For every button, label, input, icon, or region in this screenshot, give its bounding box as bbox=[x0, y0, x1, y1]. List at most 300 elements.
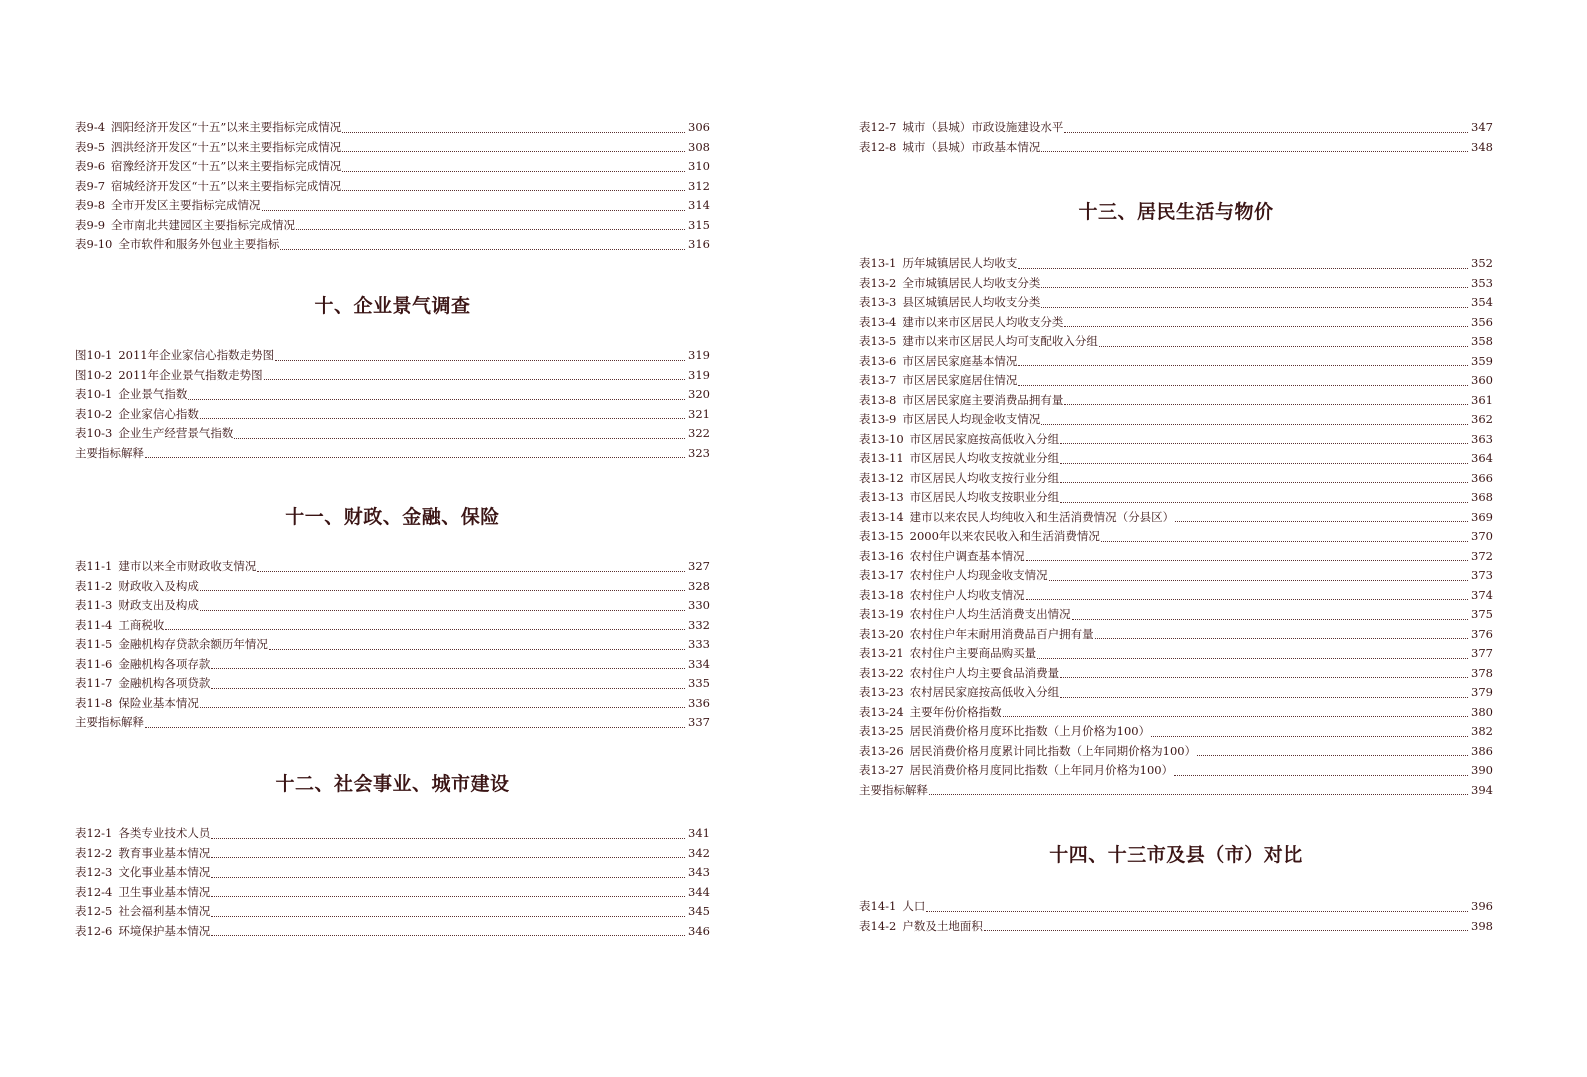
toc-entry-page-number: 368 bbox=[1471, 490, 1493, 504]
toc-entry-page-number: 348 bbox=[1471, 139, 1493, 154]
toc-entry[interactable] bbox=[859, 742, 1493, 762]
toc-entry[interactable] bbox=[75, 346, 710, 366]
toc-entry-title: 2011年企业景气指数走势图 bbox=[118, 367, 263, 382]
dot-leader bbox=[342, 190, 685, 191]
toc-entry-title: 工商税收 bbox=[118, 617, 165, 632]
toc-entry[interactable] bbox=[859, 430, 1493, 450]
toc-entry-page-number: 312 bbox=[688, 178, 710, 193]
toc-entry[interactable] bbox=[859, 449, 1493, 469]
toc-entry-title: 卫生事业基本情况 bbox=[118, 884, 211, 899]
toc-entry[interactable] bbox=[859, 644, 1493, 664]
toc-entry[interactable] bbox=[859, 254, 1493, 274]
toc-entry-code: 表12-2 bbox=[75, 845, 113, 860]
toc-entry-code: 表11-3 bbox=[75, 598, 113, 612]
toc-entry-code: 表13-19 bbox=[859, 607, 904, 621]
toc-entry-page-number: 319 bbox=[688, 367, 710, 382]
toc-entry-code: 表13-21 bbox=[859, 646, 904, 660]
toc-entry-page-number: 333 bbox=[688, 637, 710, 651]
dot-leader bbox=[342, 132, 685, 133]
toc-entry[interactable] bbox=[75, 577, 710, 597]
toc-entry-title: 城市（县城）市政设施建设水平 bbox=[902, 120, 1064, 134]
toc-entry-page-number: 375 bbox=[1471, 607, 1493, 621]
dot-leader bbox=[1041, 151, 1468, 152]
toc-entry-code: 表13-4 bbox=[859, 314, 897, 329]
dot-leader bbox=[984, 930, 1468, 931]
toc-entry[interactable] bbox=[75, 922, 710, 942]
toc-entry-code: 表9-4 bbox=[75, 120, 106, 134]
left-page bbox=[0, 0, 793, 1077]
toc-entry-title: 农村住户调查基本情况 bbox=[909, 548, 1025, 563]
dot-leader bbox=[1041, 424, 1468, 425]
toc-entry-code: 表13-18 bbox=[859, 587, 904, 602]
toc-entry-page-number: 356 bbox=[1471, 314, 1493, 329]
toc-entry-code: 表13-27 bbox=[859, 763, 904, 777]
toc-entry-page-number: 315 bbox=[688, 217, 710, 232]
toc-entry[interactable] bbox=[859, 664, 1493, 684]
toc-entry-title: 主要指标解释 bbox=[75, 445, 144, 460]
dot-leader bbox=[296, 229, 685, 230]
dot-leader bbox=[929, 794, 1468, 795]
toc-entry[interactable] bbox=[75, 118, 710, 138]
toc-entry[interactable] bbox=[859, 605, 1493, 625]
toc-entry-code: 表13-22 bbox=[859, 665, 904, 680]
toc-entry-title: 市区居民家庭按高低收入分组 bbox=[909, 431, 1060, 446]
toc-entry[interactable] bbox=[859, 781, 1493, 801]
dot-leader bbox=[1060, 677, 1468, 678]
toc-entry[interactable] bbox=[859, 352, 1493, 372]
toc-entry-page-number: 308 bbox=[688, 139, 710, 154]
dot-leader bbox=[1060, 482, 1468, 483]
toc-entry-code: 表9-5 bbox=[75, 139, 106, 154]
toc-entry-page-number: 345 bbox=[688, 904, 710, 918]
toc-entry-page-number: 343 bbox=[688, 865, 710, 879]
toc-entry[interactable] bbox=[75, 655, 710, 675]
toc-group-12-cont bbox=[859, 118, 1493, 157]
toc-entry-page-number: 352 bbox=[1471, 256, 1493, 270]
toc-entry-page-number: 334 bbox=[688, 656, 710, 671]
toc-entry-title: 人口 bbox=[902, 899, 926, 913]
toc-entry-title: 金融机构各项贷款 bbox=[118, 676, 211, 690]
toc-entry-title: 历年城镇居民人均收支 bbox=[902, 256, 1018, 270]
toc-entry[interactable] bbox=[75, 385, 710, 405]
toc-entry-page-number: 353 bbox=[1471, 275, 1493, 290]
toc-entry-page-number: 394 bbox=[1471, 782, 1493, 797]
dot-leader bbox=[211, 896, 685, 897]
section-heading-14: 十四、十三市及县（市）对比 bbox=[1049, 844, 1303, 866]
toc-entry-title: 主要年份价格指数 bbox=[909, 704, 1002, 719]
dot-leader bbox=[211, 857, 685, 858]
toc-entry-code: 表13-23 bbox=[859, 685, 904, 699]
section-heading-11: 十一、财政、金融、保险 bbox=[285, 506, 500, 528]
toc-entry-title: 保险业基本情况 bbox=[118, 695, 199, 710]
dot-leader bbox=[200, 707, 685, 708]
toc-entry-page-number: 364 bbox=[1471, 451, 1493, 465]
toc-entry-code: 表9-6 bbox=[75, 159, 106, 173]
dot-leader bbox=[1041, 307, 1468, 308]
toc-entry-title: 建市以来全市财政收支情况 bbox=[118, 559, 257, 573]
toc-entry-page-number: 328 bbox=[688, 578, 710, 593]
toc-entry-title: 社会福利基本情况 bbox=[118, 904, 211, 918]
toc-entry-page-number: 344 bbox=[688, 884, 710, 899]
toc-entry-page-number: 310 bbox=[688, 159, 710, 173]
right-page bbox=[793, 0, 1587, 1077]
toc-entry-title: 教育事业基本情况 bbox=[118, 845, 211, 860]
toc-entry[interactable] bbox=[75, 844, 710, 864]
toc-entry-page-number: 341 bbox=[688, 826, 710, 840]
toc-entry-code: 表13-8 bbox=[859, 392, 897, 407]
toc-entry-title: 居民消费价格月度同比指数（上年同月价格为100） bbox=[909, 763, 1174, 777]
toc-entry-code: 表9-8 bbox=[75, 198, 106, 212]
toc-entry-title: 财政收入及构成 bbox=[118, 578, 199, 593]
toc-entry-code: 表9-7 bbox=[75, 178, 106, 193]
toc-entry[interactable] bbox=[75, 713, 710, 733]
dot-leader bbox=[926, 911, 1468, 912]
toc-section-11 bbox=[75, 557, 710, 733]
toc-entry-title: 泗洪经济开发区“十五”以来主要指标完成情况 bbox=[111, 139, 342, 154]
toc-entry-title: 城市（县城）市政基本情况 bbox=[902, 139, 1041, 154]
toc-entry[interactable] bbox=[859, 547, 1493, 567]
toc-entry-page-number: 366 bbox=[1471, 470, 1493, 485]
dot-leader bbox=[211, 935, 685, 936]
toc-entry-title: 农村住户年末耐用消费品百户拥有量 bbox=[909, 626, 1094, 641]
toc-entry-page-number: 347 bbox=[1471, 120, 1493, 134]
toc-entry-code: 表13-5 bbox=[859, 334, 897, 348]
toc-entry-title: 建市以来农民人均纯收入和生活消费情况（分县区） bbox=[909, 509, 1175, 524]
toc-entry-code: 表13-3 bbox=[859, 295, 897, 309]
dot-leader bbox=[1018, 385, 1468, 386]
dot-leader bbox=[1175, 521, 1468, 522]
toc-entry-code: 表14-2 bbox=[859, 918, 897, 933]
toc-entry-page-number: 306 bbox=[688, 120, 710, 134]
toc-entry-title: 全市南北共建园区主要指标完成情况 bbox=[111, 217, 296, 232]
toc-section-10 bbox=[75, 346, 710, 463]
toc-entry-title: 市区居民家庭居住情况 bbox=[902, 373, 1018, 387]
toc-entry[interactable] bbox=[859, 371, 1493, 391]
toc-entry[interactable] bbox=[859, 274, 1493, 294]
toc-entry-code: 表9-10 bbox=[75, 237, 113, 251]
toc-entry-title: 全市开发区主要指标完成情况 bbox=[111, 198, 261, 212]
toc-entry-title: 泗阳经济开发区“十五”以来主要指标完成情况 bbox=[111, 120, 342, 134]
dot-leader bbox=[1072, 619, 1468, 620]
toc-entry-page-number: 380 bbox=[1471, 704, 1493, 719]
toc-entry-code: 表12-8 bbox=[859, 139, 897, 154]
toc-entry[interactable] bbox=[75, 444, 710, 464]
toc-group-9 bbox=[75, 118, 710, 255]
dot-leader bbox=[1026, 560, 1468, 561]
toc-entry-title: 农村住户人均收支情况 bbox=[909, 587, 1025, 602]
toc-entry-title: 财政支出及构成 bbox=[118, 598, 199, 612]
toc-entry-code: 图10-2 bbox=[75, 367, 113, 382]
dot-leader bbox=[1151, 736, 1468, 737]
toc-entry-page-number: 346 bbox=[688, 923, 710, 938]
toc-section-12 bbox=[75, 824, 710, 941]
toc-entry-title: 环境保护基本情况 bbox=[118, 923, 211, 938]
toc-entry-title: 全市软件和服务外包业主要指标 bbox=[118, 237, 280, 251]
toc-entry-title: 2000年以来农民收入和生活消费情况 bbox=[909, 529, 1100, 543]
toc-entry-page-number: 382 bbox=[1471, 724, 1493, 738]
section-heading-13: 十三、居民生活与物价 bbox=[1078, 201, 1274, 223]
toc-entry-title: 农村住户人均主要食品消费量 bbox=[909, 665, 1060, 680]
toc-entry[interactable] bbox=[859, 488, 1493, 508]
dot-leader bbox=[262, 210, 686, 211]
toc-entry-title: 主要指标解释 bbox=[75, 715, 144, 729]
toc-entry-title: 金融机构各项存款 bbox=[118, 656, 211, 671]
dot-leader bbox=[200, 610, 685, 611]
dot-leader bbox=[1197, 755, 1468, 756]
dot-leader bbox=[200, 590, 685, 591]
toc-entry[interactable] bbox=[859, 761, 1493, 781]
toc-entry-page-number: 362 bbox=[1471, 412, 1493, 426]
dot-leader bbox=[269, 649, 685, 650]
toc-entry-code: 表13-20 bbox=[859, 626, 904, 641]
toc-entry-page-number: 323 bbox=[688, 445, 710, 460]
toc-entry-code: 图10-1 bbox=[75, 348, 113, 362]
toc-entry-page-number: 330 bbox=[688, 598, 710, 612]
toc-entry-page-number: 396 bbox=[1471, 899, 1493, 913]
toc-entry-page-number: 359 bbox=[1471, 353, 1493, 368]
toc-entry[interactable] bbox=[859, 138, 1493, 158]
toc-entry-code: 表12-5 bbox=[75, 904, 113, 918]
dot-leader bbox=[1099, 346, 1468, 347]
toc-entry-code: 表13-10 bbox=[859, 431, 904, 446]
toc-entry[interactable] bbox=[859, 508, 1493, 528]
toc-entry[interactable] bbox=[75, 883, 710, 903]
toc-entry-title: 建市以来市区居民人均可支配收入分组 bbox=[902, 334, 1098, 348]
dot-leader bbox=[1026, 599, 1468, 600]
toc-entry-page-number: 378 bbox=[1471, 665, 1493, 680]
toc-entry[interactable] bbox=[859, 897, 1493, 917]
toc-entry-code: 表11-4 bbox=[75, 617, 113, 632]
dot-leader bbox=[1060, 697, 1468, 698]
toc-entry-page-number: 336 bbox=[688, 695, 710, 710]
toc-entry[interactable] bbox=[859, 527, 1493, 547]
toc-entry-code: 表11-1 bbox=[75, 559, 113, 573]
toc-entry-code: 表11-5 bbox=[75, 637, 113, 651]
toc-entry[interactable] bbox=[75, 635, 710, 655]
toc-entry-title: 居民消费价格月度累计同比指数（上年同期价格为100） bbox=[909, 743, 1197, 758]
toc-entry-code: 表10-2 bbox=[75, 406, 113, 421]
toc-entry-code: 表12-4 bbox=[75, 884, 113, 899]
toc-entry[interactable] bbox=[75, 177, 710, 197]
toc-entry-page-number: 316 bbox=[688, 237, 710, 251]
toc-entry-page-number: 335 bbox=[688, 676, 710, 690]
dot-leader bbox=[342, 151, 685, 152]
toc-entry-title: 市区居民人均现金收支情况 bbox=[902, 412, 1041, 426]
toc-entry-page-number: 376 bbox=[1471, 626, 1493, 641]
toc-entry[interactable] bbox=[859, 722, 1493, 742]
toc-entry-page-number: 374 bbox=[1471, 587, 1493, 602]
toc-entry-title: 市区居民家庭基本情况 bbox=[902, 353, 1018, 368]
toc-entry-title: 农村住户人均生活消费支出情况 bbox=[909, 607, 1071, 621]
toc-entry-title: 居民消费价格月度环比指数（上月价格为100） bbox=[909, 724, 1151, 738]
toc-entry-page-number: 320 bbox=[688, 387, 710, 401]
toc-entry-title: 农村住户主要商品购买量 bbox=[909, 646, 1037, 660]
toc-entry-title: 户数及土地面积 bbox=[902, 918, 983, 933]
toc-entry-code: 表14-1 bbox=[859, 899, 897, 913]
dot-leader bbox=[1064, 404, 1468, 405]
dot-leader bbox=[234, 438, 685, 439]
toc-entry-code: 表12-7 bbox=[859, 120, 897, 134]
toc-entry[interactable] bbox=[75, 824, 710, 844]
dot-leader bbox=[1064, 326, 1468, 327]
toc-entry[interactable] bbox=[75, 616, 710, 636]
dot-leader bbox=[211, 877, 685, 878]
toc-entry-page-number: 314 bbox=[688, 198, 710, 212]
toc-entry-title: 宿豫经济开发区“十五”以来主要指标完成情况 bbox=[111, 159, 342, 173]
toc-entry[interactable] bbox=[75, 902, 710, 922]
toc-entry-code: 表11-2 bbox=[75, 578, 113, 593]
toc-entry[interactable] bbox=[859, 313, 1493, 333]
toc-entry-code: 表13-26 bbox=[859, 743, 904, 758]
dot-leader bbox=[211, 838, 685, 839]
dot-leader bbox=[257, 571, 685, 572]
dot-leader bbox=[342, 171, 685, 172]
toc-entry[interactable] bbox=[75, 405, 710, 425]
toc-entry-page-number: 322 bbox=[688, 426, 710, 440]
toc-entry-page-number: 360 bbox=[1471, 373, 1493, 387]
toc-entry-page-number: 377 bbox=[1471, 646, 1493, 660]
toc-entry-title: 企业家信心指数 bbox=[118, 406, 199, 421]
toc-entry-code: 表13-16 bbox=[859, 548, 904, 563]
toc-entry-code: 表13-12 bbox=[859, 470, 904, 485]
toc-entry[interactable] bbox=[859, 332, 1493, 352]
toc-entry[interactable] bbox=[859, 586, 1493, 606]
dot-leader bbox=[1064, 132, 1468, 133]
toc-entry-title: 企业生产经营景气指数 bbox=[118, 426, 234, 440]
toc-entry-title: 农村居民家庭按高低收入分组 bbox=[909, 685, 1060, 699]
toc-entry-page-number: 386 bbox=[1471, 743, 1493, 758]
toc-entry-page-number: 369 bbox=[1471, 509, 1493, 524]
toc-entry-title: 各类专业技术人员 bbox=[118, 826, 211, 840]
toc-entry-title: 文化事业基本情况 bbox=[118, 865, 211, 879]
toc-entry-code: 表13-1 bbox=[859, 256, 897, 270]
toc-entry[interactable] bbox=[75, 596, 710, 616]
dot-leader bbox=[145, 727, 685, 728]
toc-entry-page-number: 337 bbox=[688, 715, 710, 729]
toc-entry-code: 表13-15 bbox=[859, 529, 904, 543]
toc-entry-title: 主要指标解释 bbox=[859, 782, 928, 797]
toc-entry-page-number: 332 bbox=[688, 617, 710, 632]
toc-entry-page-number: 398 bbox=[1471, 918, 1493, 933]
toc-entry[interactable] bbox=[75, 138, 710, 158]
toc-entry-title: 2011年企业家信心指数走势图 bbox=[118, 348, 275, 362]
toc-entry-title: 宿城经济开发区“十五”以来主要指标完成情况 bbox=[111, 178, 342, 193]
toc-entry-title: 企业景气指数 bbox=[118, 387, 188, 401]
toc-entry-code: 表9-9 bbox=[75, 217, 106, 232]
dot-leader bbox=[211, 688, 685, 689]
toc-entry-page-number: 361 bbox=[1471, 392, 1493, 407]
toc-entry-code: 表13-2 bbox=[859, 275, 897, 290]
dot-leader bbox=[1003, 716, 1468, 717]
toc-entry-code: 表13-9 bbox=[859, 412, 897, 426]
dot-leader bbox=[165, 629, 685, 630]
toc-entry-code: 表11-7 bbox=[75, 676, 113, 690]
toc-entry-code: 表12-3 bbox=[75, 865, 113, 879]
toc-entry-page-number: 319 bbox=[688, 348, 710, 362]
toc-entry[interactable] bbox=[75, 694, 710, 714]
toc-entry-code: 表12-6 bbox=[75, 923, 113, 938]
toc-entry-code: 表13-17 bbox=[859, 568, 904, 582]
toc-entry[interactable] bbox=[75, 157, 710, 177]
toc-entry-page-number: 358 bbox=[1471, 334, 1493, 348]
toc-entry-code: 表10-1 bbox=[75, 387, 113, 401]
toc-entry-title: 县区城镇居民人均收支分类 bbox=[902, 295, 1041, 309]
toc-entry-title: 全市城镇居民人均收支分类 bbox=[902, 275, 1041, 290]
toc-entry[interactable] bbox=[859, 118, 1493, 138]
dot-leader bbox=[275, 360, 685, 361]
toc-entry[interactable] bbox=[859, 703, 1493, 723]
toc-entry[interactable] bbox=[75, 366, 710, 386]
toc-entry-code: 表13-25 bbox=[859, 724, 904, 738]
toc-entry-title: 市区居民人均收支按行业分组 bbox=[909, 470, 1060, 485]
toc-section-14 bbox=[859, 897, 1493, 936]
toc-entry[interactable] bbox=[75, 424, 710, 444]
toc-entry-title: 市区居民人均收支按就业分组 bbox=[909, 451, 1060, 465]
toc-entry-page-number: 370 bbox=[1471, 529, 1493, 543]
dot-leader bbox=[264, 379, 685, 380]
toc-entry[interactable] bbox=[859, 469, 1493, 489]
dot-leader bbox=[1101, 541, 1468, 542]
toc-entry[interactable] bbox=[75, 863, 710, 883]
toc-entry[interactable] bbox=[75, 674, 710, 694]
dot-leader bbox=[200, 418, 685, 419]
toc-entry[interactable] bbox=[859, 625, 1493, 645]
toc-entry-page-number: 363 bbox=[1471, 431, 1493, 446]
toc-entry-page-number: 321 bbox=[688, 406, 710, 421]
toc-entry-title: 市区居民人均收支按职业分组 bbox=[909, 490, 1060, 504]
toc-entry-title: 农村住户人均现金收支情况 bbox=[909, 568, 1048, 582]
toc-entry[interactable] bbox=[859, 391, 1493, 411]
toc-entry-code: 表13-6 bbox=[859, 353, 897, 368]
dot-leader bbox=[1037, 658, 1468, 659]
toc-entry-code: 表13-14 bbox=[859, 509, 904, 524]
toc-entry-page-number: 354 bbox=[1471, 295, 1493, 309]
dot-leader bbox=[1018, 365, 1468, 366]
toc-entry-code: 表12-1 bbox=[75, 826, 113, 840]
toc-entry[interactable] bbox=[75, 216, 710, 236]
toc-entry[interactable] bbox=[859, 566, 1493, 586]
dot-leader bbox=[145, 457, 685, 458]
toc-entry-code: 表11-8 bbox=[75, 695, 113, 710]
section-heading-12: 十二、社会事业、城市建设 bbox=[275, 773, 510, 795]
toc-entry-code: 表11-6 bbox=[75, 656, 113, 671]
dot-leader bbox=[1060, 463, 1468, 464]
toc-entry[interactable] bbox=[859, 917, 1493, 937]
toc-entry-code: 表13-7 bbox=[859, 373, 897, 387]
toc-entry-page-number: 379 bbox=[1471, 685, 1493, 699]
dot-leader bbox=[1060, 502, 1468, 503]
toc-section-13 bbox=[859, 254, 1493, 800]
toc-entry[interactable] bbox=[859, 293, 1493, 313]
dot-leader bbox=[211, 916, 685, 917]
toc-entry-page-number: 373 bbox=[1471, 568, 1493, 582]
dot-leader bbox=[1041, 287, 1468, 288]
toc-entry-page-number: 342 bbox=[688, 845, 710, 860]
dot-leader bbox=[1095, 638, 1468, 639]
toc-entry[interactable] bbox=[859, 683, 1493, 703]
dot-leader bbox=[1060, 443, 1468, 444]
toc-entry[interactable] bbox=[859, 410, 1493, 430]
toc-entry[interactable] bbox=[75, 235, 710, 255]
dot-leader bbox=[280, 249, 685, 250]
toc-entry[interactable] bbox=[75, 557, 710, 577]
dot-leader bbox=[1174, 775, 1468, 776]
section-heading-10: 十、企业景气调查 bbox=[314, 295, 471, 317]
toc-entry-page-number: 372 bbox=[1471, 548, 1493, 563]
toc-entry-code: 表13-24 bbox=[859, 704, 904, 719]
dot-leader bbox=[1049, 580, 1468, 581]
toc-entry[interactable] bbox=[75, 196, 710, 216]
